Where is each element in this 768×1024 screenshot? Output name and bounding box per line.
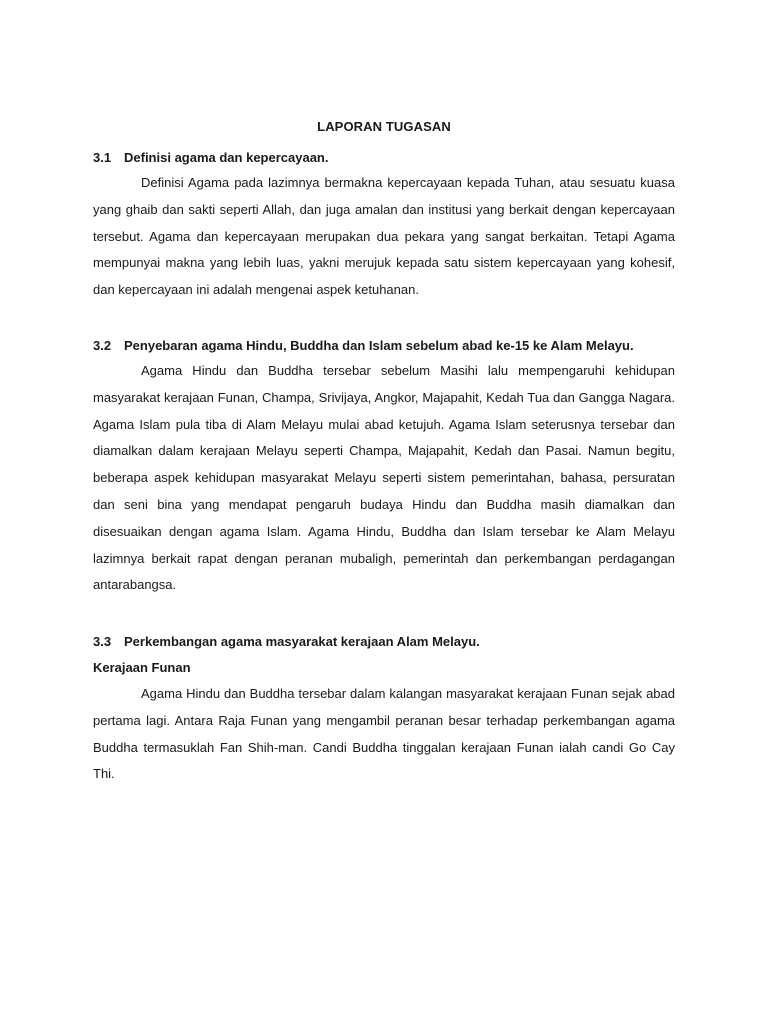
section-heading-text: Perkembangan agama masyarakat kerajaan Alam Melayu. [124, 634, 480, 649]
section-paragraph-3-2: Agama Hindu dan Buddha tersebar sebelum Masihi lalu mempengaruhi kehidupan masyarakat kerajaan Funan, Champa, Srivijaya, Angkor, Majapahit, Kedah Tua dan Gangga Nagara. Agama Islam pula tiba di Alam Melayu mulai abad ketujuh. Agama Islam seterusnya tersebar dan diamalkan dalam kerajaan Melayu seperti Champa, Majapahit, Kedah dan Pasai. Namun begitu, beberapa aspek kehidupan masyarakat Melayu seperti sistem pemerintahan, bahasa, persuratan dan seni bina yang mendapat pengaruh budaya Hindu dan Buddha masih diamalkan dan disesuaikan dengan agama Islam. Agama Hindu, Buddha dan Islam tersebar ke Alam Melayu lazimnya berkait rapat dengan peranan mubaligh, pemerintah dan perkembangan perdagangan antarabangsa. [93, 363, 675, 593]
section-paragraph-3-3: Agama Hindu dan Buddha tersebar dalam kalangan masyarakat kerajaan Funan sejak abad pertama lagi. Antara Raja Funan yang mengambil peranan besar terhadap perkembangan agama Buddha termasuklah Fan Shih-man. Candi Buddha tinggalan kerajaan Funan ialah candi Go Cay Thi. [93, 686, 675, 782]
section-number: 3.1 [93, 150, 112, 165]
section-heading-3-1 [93, 150, 693, 166]
section-heading-text: Penyebaran agama Hindu, Buddha dan Islam sebelum abad ke-15 ke Alam Melayu. [124, 338, 634, 353]
subheading-kerajaan-funan: Kerajaan Funan [93, 660, 191, 675]
section-number: 3.2 [93, 338, 112, 353]
section-heading-text: Definisi agama dan kepercayaan. [124, 150, 329, 165]
document-title: LAPORAN TUGASAN [317, 119, 451, 134]
section-heading-3-3 [93, 634, 693, 650]
section-number: 3.3 [93, 634, 112, 649]
section-paragraph-3-1: Definisi Agama pada lazimnya bermakna kepercayaan kepada Tuhan, atau sesuatu kuasa yang ghaib dan sakti seperti Allah, dan juga amalan dan institusi yang berkait dengan kepercayaan tersebut. Agama dan kepercayaan merupakan dua pekara yang sangat berkaitan. Tetapi Agama mempunyai makna yang lebih luas, yakni merujuk kepada satu sistem kepercayaan yang kohesif, dan kepercayaan ini adalah mengenai aspek ketuhanan. [93, 175, 675, 298]
section-heading-3-2 [93, 338, 693, 354]
